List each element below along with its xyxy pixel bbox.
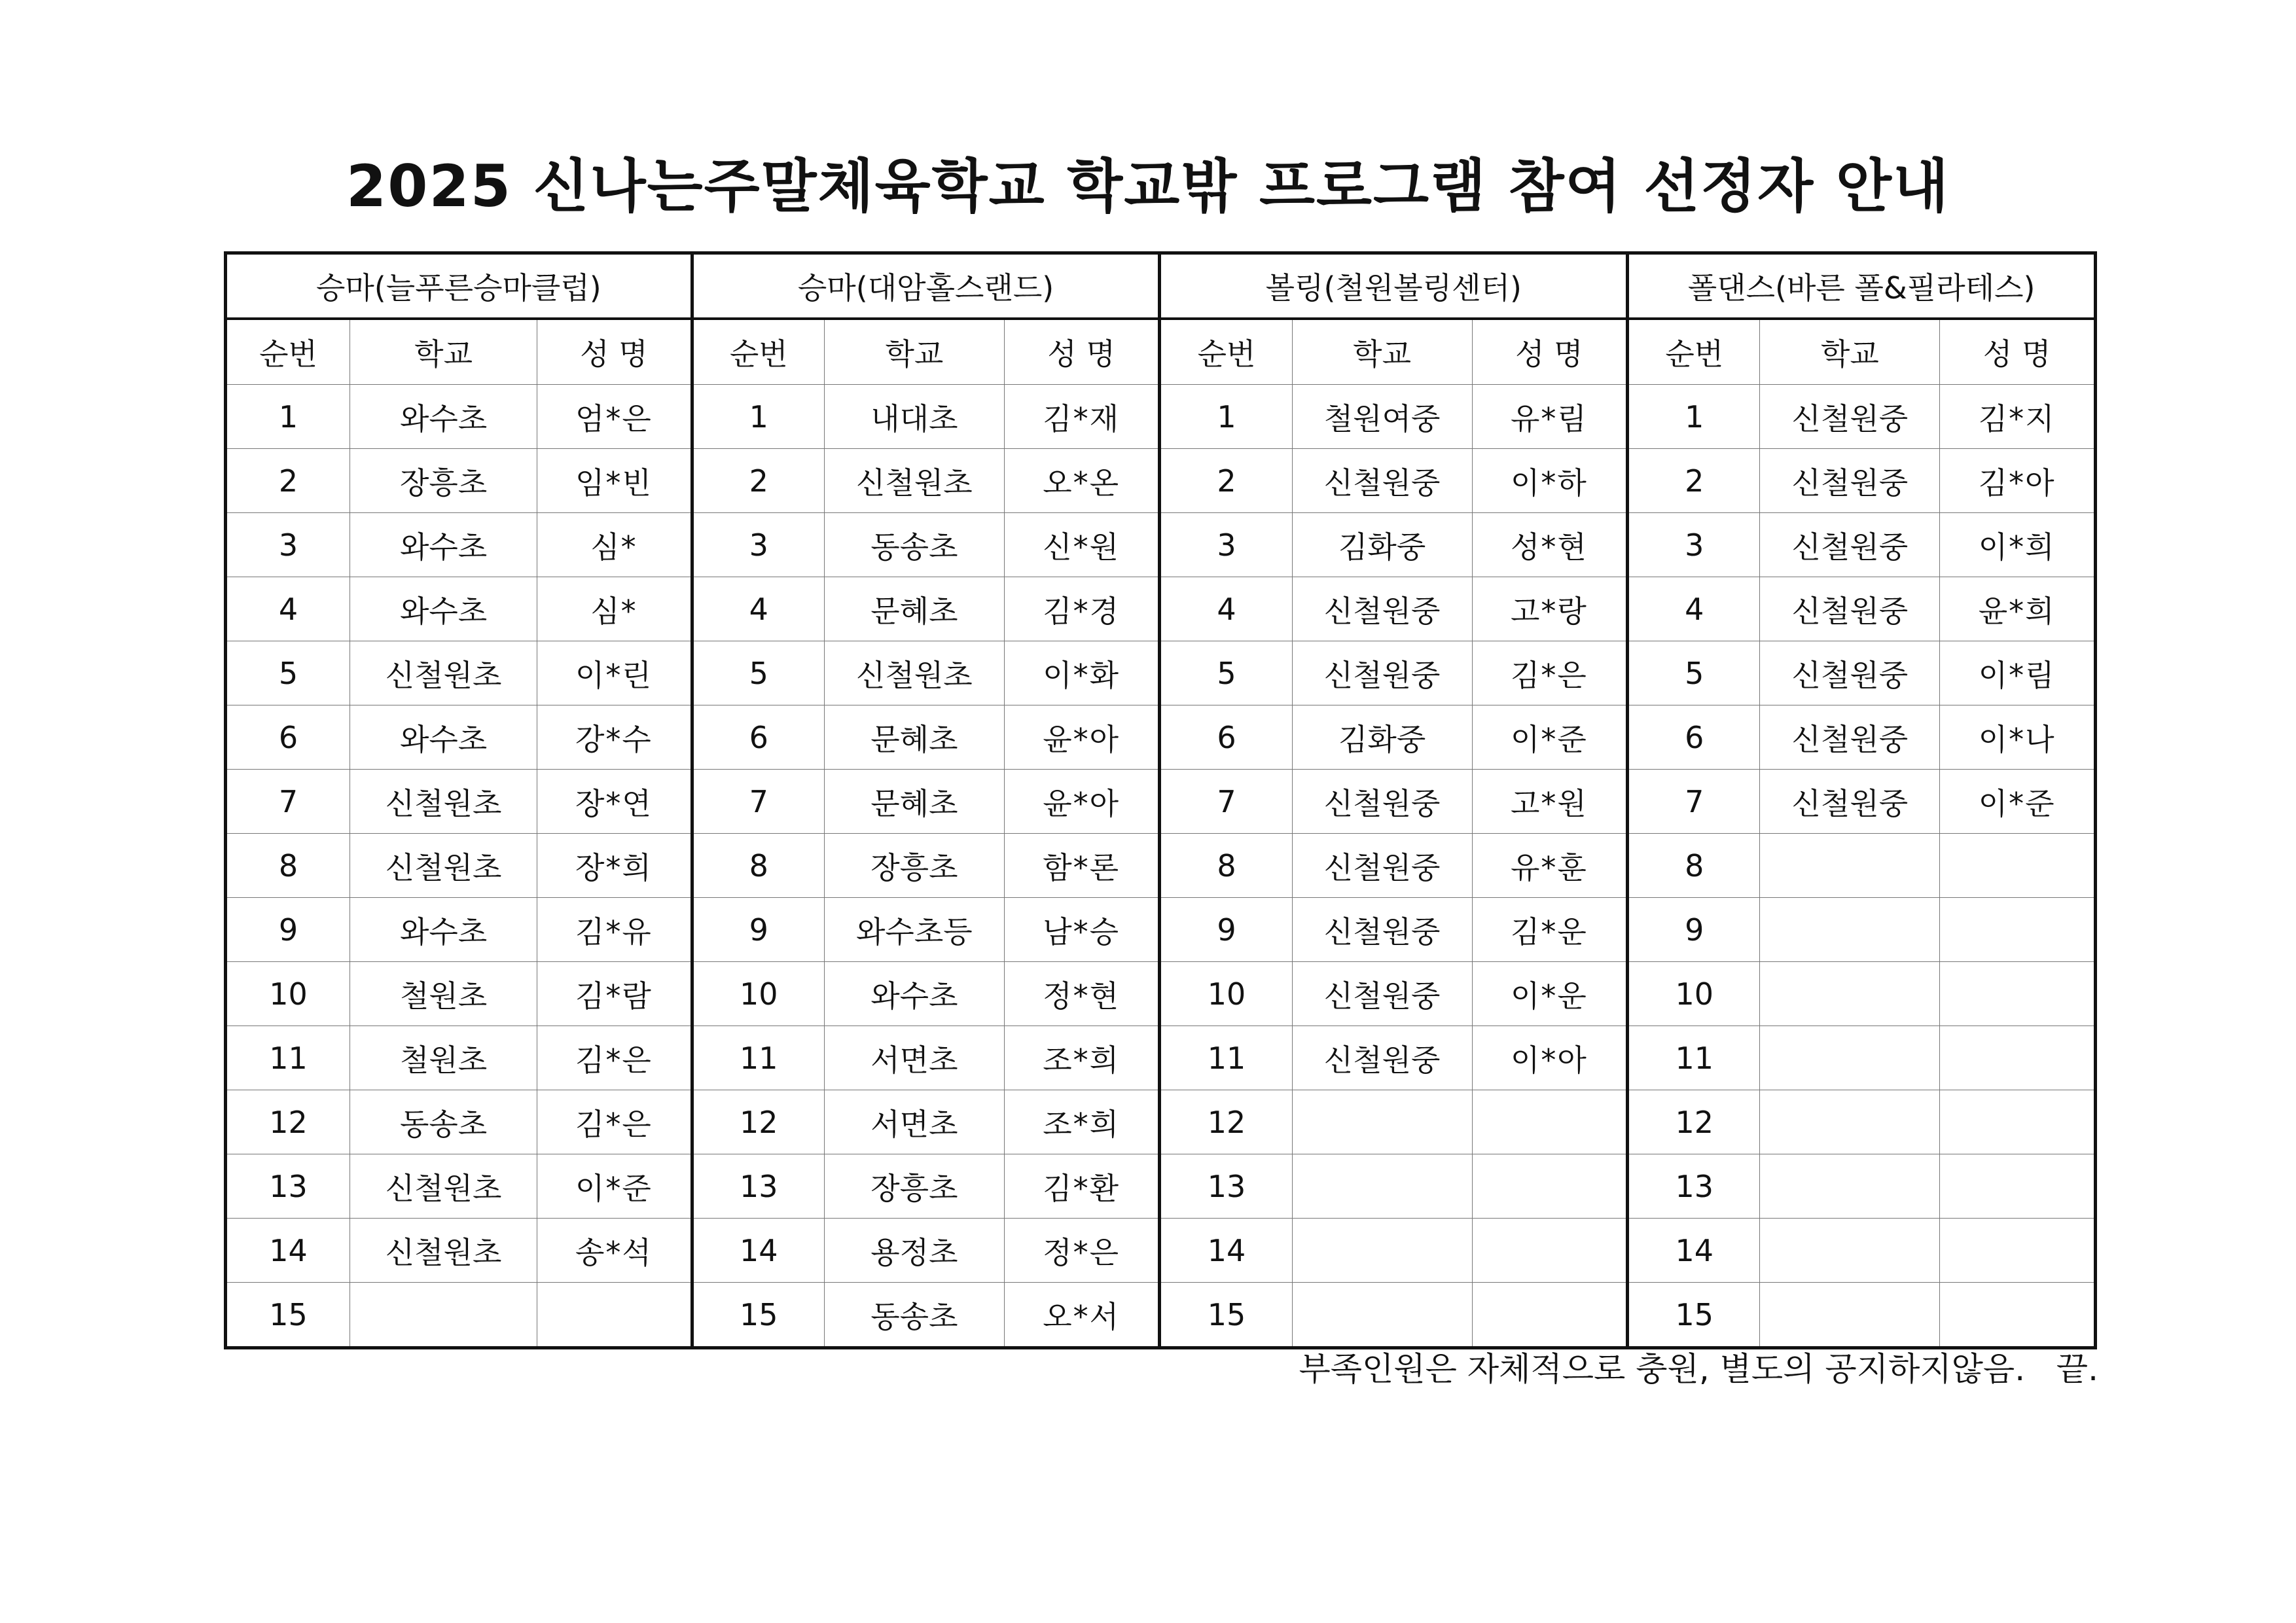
cell-name <box>1472 1283 1628 1348</box>
cell-num: 13 <box>692 1154 824 1219</box>
cell-school <box>1760 1154 1940 1219</box>
cell-num: 2 <box>692 449 824 513</box>
program-title: 승마(대암홀스랜드) <box>692 253 1160 319</box>
cell-num: 14 <box>1628 1219 1760 1283</box>
cell-school: 와수초 <box>350 705 537 770</box>
cell-name: 심* <box>537 577 692 641</box>
cell-name: 김*아 <box>1940 449 2096 513</box>
cell-num: 8 <box>1628 834 1760 898</box>
cell-num: 7 <box>1160 770 1292 834</box>
cell-num: 5 <box>1628 641 1760 705</box>
table-row <box>226 770 2096 834</box>
cell-school: 신철원초 <box>350 1154 537 1219</box>
cell-school: 신철원중 <box>1292 577 1472 641</box>
table-row <box>226 962 2096 1026</box>
col-header-name: 성 명 <box>1472 319 1628 385</box>
cell-school <box>350 1283 537 1348</box>
cell-school <box>1292 1283 1472 1348</box>
cell-num: 6 <box>226 705 350 770</box>
cell-name: 조*희 <box>1004 1090 1160 1154</box>
cell-school <box>1292 1219 1472 1283</box>
cell-name: 신*원 <box>1004 513 1160 577</box>
cell-num: 12 <box>1628 1090 1760 1154</box>
cell-num: 13 <box>1628 1154 1760 1219</box>
cell-school: 신철원초 <box>350 770 537 834</box>
cell-school: 와수초 <box>350 577 537 641</box>
cell-name: 송*석 <box>537 1219 692 1283</box>
table-row <box>226 1283 2096 1348</box>
cell-school: 김화중 <box>1292 513 1472 577</box>
cell-num: 10 <box>1160 962 1292 1026</box>
footer-note: 부족인원은 자체적으로 충원, 별도의 공지하지않음. 끝. <box>1299 1350 2098 1388</box>
cell-name <box>1940 1154 2096 1219</box>
col-header-name: 성 명 <box>1004 319 1160 385</box>
cell-num: 4 <box>1160 577 1292 641</box>
cell-name: 조*희 <box>1004 1026 1160 1090</box>
program-title: 승마(늘푸른승마클럽) <box>226 253 692 319</box>
cell-name <box>1940 1283 2096 1348</box>
cell-school: 신철원중 <box>1292 834 1472 898</box>
cell-name: 장*희 <box>537 834 692 898</box>
cell-name: 이*준 <box>537 1154 692 1219</box>
cell-name: 유*훈 <box>1472 834 1628 898</box>
cell-num: 1 <box>226 385 350 449</box>
cell-num: 2 <box>1628 449 1760 513</box>
cell-name: 김*운 <box>1472 898 1628 962</box>
cell-school: 장흥초 <box>350 449 537 513</box>
cell-num: 12 <box>226 1090 350 1154</box>
cell-school <box>1760 898 1940 962</box>
cell-school: 서면초 <box>824 1090 1004 1154</box>
cell-num: 7 <box>692 770 824 834</box>
cell-num: 7 <box>226 770 350 834</box>
col-header-num: 순번 <box>226 319 350 385</box>
cell-name: 이*아 <box>1472 1026 1628 1090</box>
cell-name: 김*은 <box>1472 641 1628 705</box>
cell-name: 윤*아 <box>1004 770 1160 834</box>
cell-num: 1 <box>1628 385 1760 449</box>
cell-school: 동송초 <box>350 1090 537 1154</box>
cell-name: 장*연 <box>537 770 692 834</box>
cell-name <box>537 1283 692 1348</box>
col-header-name: 성 명 <box>537 319 692 385</box>
cell-num: 10 <box>1628 962 1760 1026</box>
cell-name: 김*은 <box>537 1090 692 1154</box>
cell-name: 김*람 <box>537 962 692 1026</box>
cell-num: 11 <box>692 1026 824 1090</box>
col-header-school: 학교 <box>1760 319 1940 385</box>
page-title: 2025 신나는주말체육학교 학교밖 프로그램 참여 선정자 안내 <box>346 152 1950 220</box>
cell-num: 15 <box>1628 1283 1760 1348</box>
cell-num: 7 <box>1628 770 1760 834</box>
cell-num: 6 <box>1628 705 1760 770</box>
cell-name: 김*환 <box>1004 1154 1160 1219</box>
cell-name: 강*수 <box>537 705 692 770</box>
cell-name: 정*현 <box>1004 962 1160 1026</box>
column-header-row <box>226 319 2096 385</box>
cell-name: 김*경 <box>1004 577 1160 641</box>
program-header-row <box>226 253 2096 319</box>
cell-name: 김*유 <box>537 898 692 962</box>
cell-num: 8 <box>692 834 824 898</box>
col-header-school: 학교 <box>824 319 1004 385</box>
col-header-num: 순번 <box>1628 319 1760 385</box>
cell-num: 9 <box>226 898 350 962</box>
cell-school: 동송초 <box>824 513 1004 577</box>
cell-name: 남*승 <box>1004 898 1160 962</box>
table-row <box>226 513 2096 577</box>
cell-school: 신철원중 <box>1760 385 1940 449</box>
cell-name: 김*은 <box>537 1026 692 1090</box>
cell-name <box>1472 1090 1628 1154</box>
cell-num: 1 <box>692 385 824 449</box>
cell-name: 이*하 <box>1472 449 1628 513</box>
cell-school <box>1760 1026 1940 1090</box>
cell-school: 김화중 <box>1292 705 1472 770</box>
cell-school: 동송초 <box>824 1283 1004 1348</box>
cell-school: 와수초 <box>350 385 537 449</box>
cell-name: 이*화 <box>1004 641 1160 705</box>
cell-name: 성*현 <box>1472 513 1628 577</box>
cell-school: 장흥초 <box>824 834 1004 898</box>
cell-num: 10 <box>226 962 350 1026</box>
program-title: 볼링(철원볼링센터) <box>1160 253 1628 319</box>
cell-name: 이*준 <box>1940 770 2096 834</box>
cell-num: 11 <box>1628 1026 1760 1090</box>
cell-num: 5 <box>1160 641 1292 705</box>
cell-school <box>1760 962 1940 1026</box>
cell-school: 와수초등 <box>824 898 1004 962</box>
cell-num: 13 <box>226 1154 350 1219</box>
cell-name: 심* <box>537 513 692 577</box>
cell-name: 김*지 <box>1940 385 2096 449</box>
cell-name <box>1940 962 2096 1026</box>
cell-school: 신철원중 <box>1292 770 1472 834</box>
cell-name <box>1940 1219 2096 1283</box>
cell-num: 9 <box>692 898 824 962</box>
cell-school: 신철원초 <box>824 449 1004 513</box>
cell-school: 신철원초 <box>350 834 537 898</box>
cell-name: 임*빈 <box>537 449 692 513</box>
table-row <box>226 1026 2096 1090</box>
table-row <box>226 385 2096 449</box>
cell-num: 15 <box>226 1283 350 1348</box>
participant-table <box>224 251 2097 1349</box>
cell-school: 신철원초 <box>824 641 1004 705</box>
cell-school: 신철원중 <box>1292 898 1472 962</box>
cell-school: 철원여중 <box>1292 385 1472 449</box>
cell-name: 정*은 <box>1004 1219 1160 1283</box>
cell-school <box>1760 1090 1940 1154</box>
cell-num: 8 <box>1160 834 1292 898</box>
cell-school: 문혜초 <box>824 577 1004 641</box>
cell-name <box>1940 834 2096 898</box>
cell-num: 11 <box>1160 1026 1292 1090</box>
cell-num: 1 <box>1160 385 1292 449</box>
table-row <box>226 641 2096 705</box>
cell-school: 신철원중 <box>1760 577 1940 641</box>
cell-name: 이*나 <box>1940 705 2096 770</box>
cell-num: 15 <box>1160 1283 1292 1348</box>
cell-school: 서면초 <box>824 1026 1004 1090</box>
cell-num: 3 <box>1628 513 1760 577</box>
cell-school <box>1760 1283 1940 1348</box>
cell-school: 신철원중 <box>1760 770 1940 834</box>
cell-school: 신철원중 <box>1760 449 1940 513</box>
cell-name: 이*림 <box>1940 641 2096 705</box>
cell-name: 윤*희 <box>1940 577 2096 641</box>
col-header-num: 순번 <box>1160 319 1292 385</box>
col-header-name: 성 명 <box>1940 319 2096 385</box>
cell-name: 이*운 <box>1472 962 1628 1026</box>
cell-num: 3 <box>1160 513 1292 577</box>
cell-school: 철원초 <box>350 1026 537 1090</box>
cell-school: 문혜초 <box>824 770 1004 834</box>
cell-school: 와수초 <box>350 513 537 577</box>
cell-name: 유*림 <box>1472 385 1628 449</box>
cell-num: 11 <box>226 1026 350 1090</box>
table-row <box>226 1090 2096 1154</box>
cell-name <box>1940 1090 2096 1154</box>
cell-num: 10 <box>692 962 824 1026</box>
cell-school: 와수초 <box>824 962 1004 1026</box>
cell-name: 이*린 <box>537 641 692 705</box>
cell-name <box>1472 1154 1628 1219</box>
cell-num: 12 <box>692 1090 824 1154</box>
cell-name: 김*재 <box>1004 385 1160 449</box>
table-row <box>226 705 2096 770</box>
table-row <box>226 577 2096 641</box>
cell-num: 5 <box>692 641 824 705</box>
cell-name: 엄*은 <box>537 385 692 449</box>
cell-num: 6 <box>692 705 824 770</box>
cell-school: 신철원중 <box>1760 513 1940 577</box>
col-header-school: 학교 <box>350 319 537 385</box>
cell-num: 6 <box>1160 705 1292 770</box>
cell-name: 고*랑 <box>1472 577 1628 641</box>
table-row <box>226 449 2096 513</box>
cell-name <box>1940 1026 2096 1090</box>
cell-school: 신철원중 <box>1292 1026 1472 1090</box>
table-row <box>226 1219 2096 1283</box>
cell-school: 철원초 <box>350 962 537 1026</box>
cell-num: 15 <box>692 1283 824 1348</box>
cell-school: 신철원중 <box>1292 641 1472 705</box>
cell-num: 9 <box>1628 898 1760 962</box>
cell-name: 윤*아 <box>1004 705 1160 770</box>
cell-name: 함*론 <box>1004 834 1160 898</box>
cell-num: 3 <box>692 513 824 577</box>
cell-num: 2 <box>226 449 350 513</box>
cell-name: 오*서 <box>1004 1283 1160 1348</box>
cell-num: 13 <box>1160 1154 1292 1219</box>
cell-num: 4 <box>692 577 824 641</box>
cell-num: 14 <box>1160 1219 1292 1283</box>
cell-num: 5 <box>226 641 350 705</box>
cell-school: 장흥초 <box>824 1154 1004 1219</box>
cell-num: 4 <box>1628 577 1760 641</box>
cell-name: 오*온 <box>1004 449 1160 513</box>
cell-num: 12 <box>1160 1090 1292 1154</box>
program-title: 폴댄스(바른 폴&필라테스) <box>1628 253 2096 319</box>
cell-school: 신철원초 <box>350 641 537 705</box>
cell-name: 이*준 <box>1472 705 1628 770</box>
cell-name: 고*원 <box>1472 770 1628 834</box>
cell-school: 문혜초 <box>824 705 1004 770</box>
table-row <box>226 898 2096 962</box>
cell-num: 9 <box>1160 898 1292 962</box>
col-header-school: 학교 <box>1292 319 1472 385</box>
table-row <box>226 1154 2096 1219</box>
cell-school <box>1292 1090 1472 1154</box>
cell-num: 4 <box>226 577 350 641</box>
cell-school: 내대초 <box>824 385 1004 449</box>
cell-num: 2 <box>1160 449 1292 513</box>
cell-num: 14 <box>226 1219 350 1283</box>
cell-school: 신철원중 <box>1760 641 1940 705</box>
cell-num: 8 <box>226 834 350 898</box>
cell-school: 용정초 <box>824 1219 1004 1283</box>
cell-num: 14 <box>692 1219 824 1283</box>
cell-school <box>1292 1154 1472 1219</box>
cell-school: 신철원중 <box>1292 962 1472 1026</box>
cell-school <box>1760 834 1940 898</box>
table-row <box>226 834 2096 898</box>
cell-school: 신철원중 <box>1760 705 1940 770</box>
cell-name: 이*희 <box>1940 513 2096 577</box>
cell-school <box>1760 1219 1940 1283</box>
cell-name <box>1940 898 2096 962</box>
cell-name <box>1472 1219 1628 1283</box>
cell-school: 와수초 <box>350 898 537 962</box>
cell-school: 신철원중 <box>1292 449 1472 513</box>
cell-school: 신철원초 <box>350 1219 537 1283</box>
col-header-num: 순번 <box>692 319 824 385</box>
cell-num: 3 <box>226 513 350 577</box>
